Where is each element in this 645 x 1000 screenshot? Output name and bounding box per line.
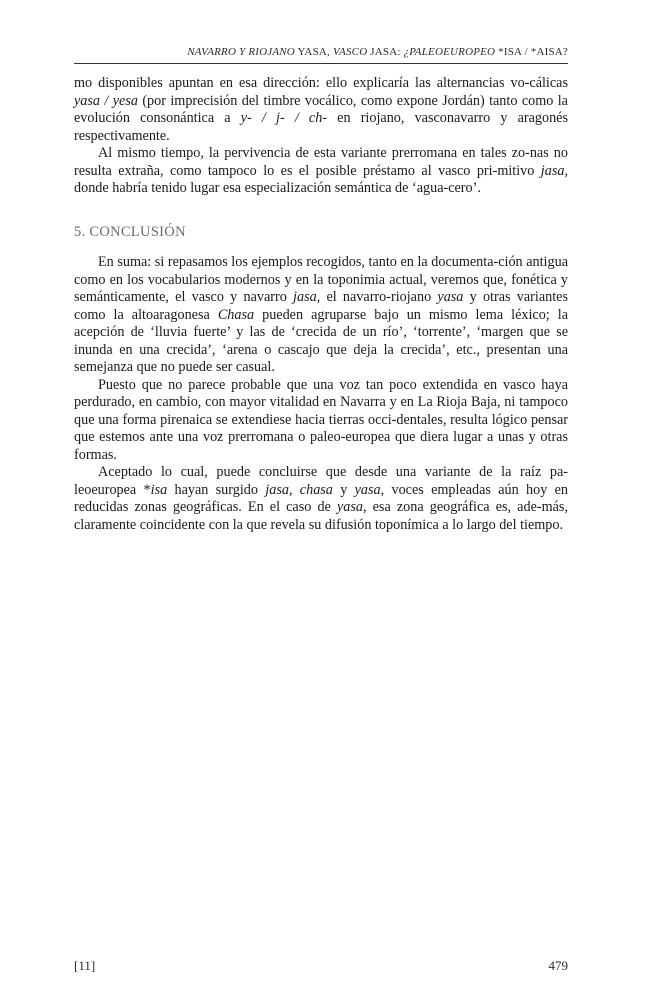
p2-emph-1: jasa [540, 162, 565, 179]
folio-page-number: 479 [548, 958, 568, 973]
p2-text-2: , donde habría tenido lugar esa especialización semántica de ‘agua-cero’. [74, 162, 568, 196]
header-part-5: ¿PALEOEUROPEO [403, 46, 496, 58]
paragraph-1 [74, 75, 568, 145]
p2-text-1: Al mismo tiempo, la pervivencia de esta variante prerromana en tales zo-nas no resulta extraña, como tampoco lo es el posible préstamo al vasco pri-mitivo [74, 145, 568, 179]
p5-emph-3: chasa [299, 481, 333, 498]
p5-text-4: y [332, 481, 355, 498]
p3-text-2: , el navarro-riojano [316, 289, 438, 305]
p5-text-6: , esa zona geográfica es, ade-más, claramente coincidente con la que revela su difusión toponímica a lo largo del tiempo. [74, 499, 568, 533]
folio-section-number: [11] [74, 958, 96, 973]
header-rule [74, 63, 568, 64]
p1-emph-1: yasa / yesa [74, 92, 138, 109]
header-part-4: JASA: [367, 46, 404, 58]
p5-text-3: , [288, 481, 300, 498]
p5-emph-5: yasa [336, 499, 363, 515]
p3-emph-1: jasa [293, 289, 317, 305]
p5-text-2: hayan surgido [167, 481, 266, 498]
p3-text-4: pueden agruparse bajo un mismo lema léxico; la acepción de ‘lluvia fuerte’ y las de ‘crecida de un río’, ‘torrente’, ‘margen que se inunda en una crecida’, ‘arena o cascajo que deja la crecida’, etc., presentan una semejanza que no puede ser casual. [74, 306, 568, 375]
header-part-6: *ISA / *AISA? [495, 46, 568, 58]
running-header [74, 45, 568, 59]
paragraph-3 [74, 254, 568, 377]
p1-text-2: (por imprecisión del timbre vocálico, como expone Jordán) tanto como la evolución consonántica a [74, 92, 568, 126]
p3-text-1: En suma: si repasamos los ejemplos recogidos, tanto en la documenta-ción antigua como en los vocabularios modernos y en la toponimia actual, veremos que, fonética y semánticamente, el vasco y navarro [74, 254, 568, 305]
p5-emph-2: jasa [265, 481, 289, 498]
p5-emph-4: yasa [354, 481, 381, 498]
p3-emph-2: yasa [437, 289, 464, 305]
p5-text-1: Aceptado lo cual, puede concluirse que desde una variante de la raíz pa-leoeuropea * [74, 464, 568, 498]
p5-emph-1: isa [150, 481, 168, 498]
section-heading: 5. CONCLUSIÓN [74, 223, 186, 240]
p1-emph-2: y- / j- / ch- [240, 110, 328, 126]
p1-text-3: en riojano, vasconavarro y aragonés respectivamente. [74, 110, 569, 144]
header-part-1: NAVARRO Y RIOJANO [187, 46, 295, 58]
p5-text-5: , voces empleadas aún hoy en reducidas zonas geográficas. En el caso de [74, 481, 569, 515]
p4-text-1: Puesto que no parece probable que una voz tan poco extendida en vasco haya perdurado, en cambio, con mayor vitalidad en Navarra y en La Rioja Baja, ni tampoco que una forma pirenaica se extendiese hacia tierras occi-dentales, resulta lógico pensar que estemos ante una voz prerromana o paleo-europea que diera lugar a unas y otras formas. [74, 376, 568, 463]
paragraph-4 [74, 377, 568, 465]
p3-text-3: y otras variantes como la altoaragonesa [74, 289, 568, 323]
header-part-2: YASA, [294, 46, 333, 58]
p3-emph-3: Chasa [217, 306, 255, 323]
p1-text-1: mo disponibles apuntan en esa dirección: ello explicaría las alternancias vo-cálicas [74, 75, 568, 91]
paragraph-2 [74, 145, 568, 198]
page-body [74, 75, 568, 534]
paragraph-5 [74, 464, 568, 534]
header-part-3: VASCO [332, 46, 368, 58]
